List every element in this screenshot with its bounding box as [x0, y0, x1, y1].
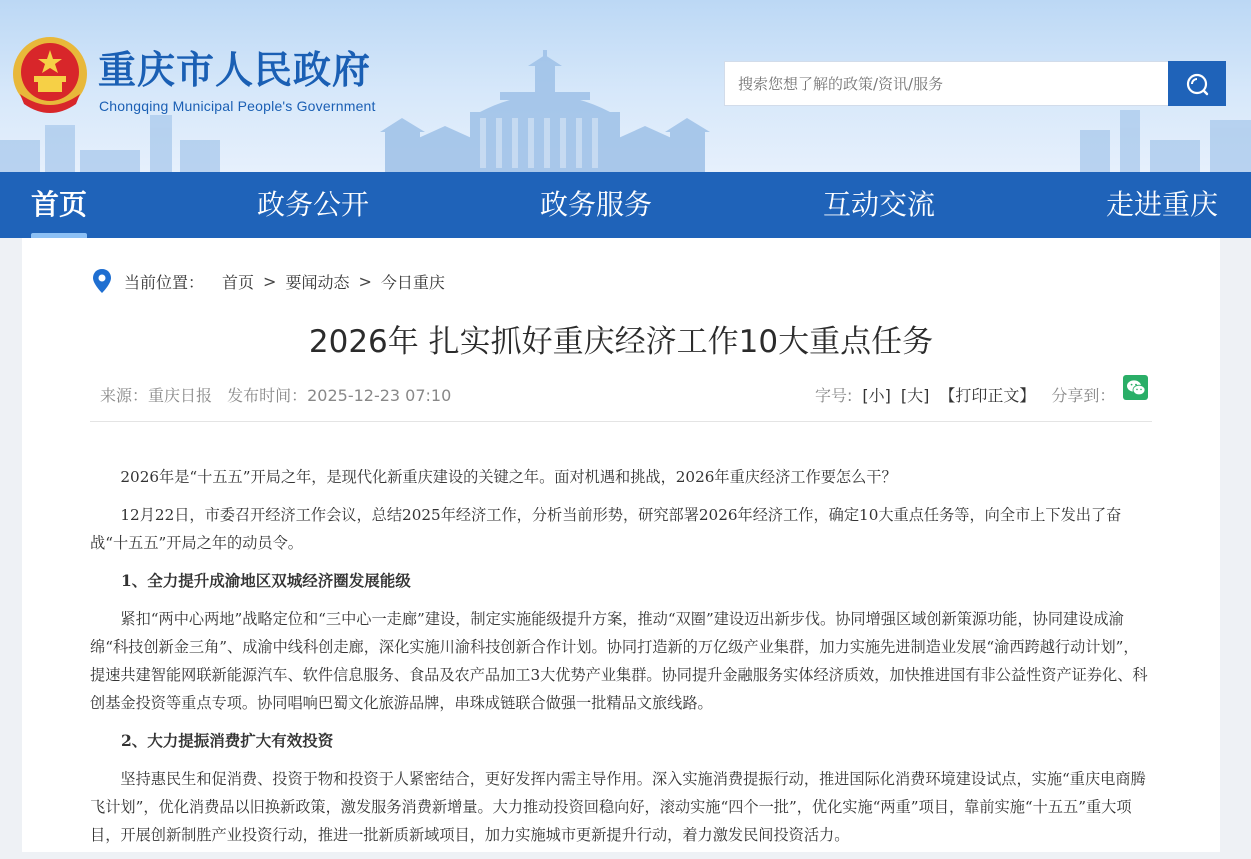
location-pin-icon — [92, 268, 112, 294]
search-icon — [1184, 71, 1210, 97]
site-subtitle: Chongqing Municipal People's Government — [99, 98, 376, 114]
breadcrumb-separator: > — [263, 271, 277, 291]
wechat-icon[interactable] — [1123, 375, 1148, 400]
breadcrumb — [92, 268, 445, 294]
article-body — [90, 463, 1150, 859]
site-header — [0, 0, 1251, 172]
article-publish-time: 发布时间：2025-12-23 07:10 — [227, 386, 452, 405]
nav-item-interaction[interactable]: 互动交流 — [823, 188, 936, 221]
main-nav — [0, 172, 1251, 238]
share-label: 分享到： — [1051, 386, 1116, 405]
article-tools — [815, 383, 1115, 406]
font-small-button[interactable]: [小] — [862, 386, 891, 405]
nav-item-government-affairs[interactable]: 政务公开 — [257, 188, 370, 221]
breadcrumb-separator: > — [358, 271, 372, 291]
article-paragraph: 坚持惠民生和促消费、投资于物和投资于人紧密结合，更好发挥内需主导作用。深入实施消费提振行动，推进国际化消费环境建设试点，实施“重庆电商腾飞计划”，优化消费品以旧换新政策，激发服务消费新增量。大力推动投资回稳向好，滚动实施“四个一批”，优化实施“两重”项目，靠前实施“十五五”重大项目，开展创新制胜产业投资行动，推进一批新质新域项目，加力实施城市更新提升行动，着力激发民间投资活力。 — [90, 770, 1146, 844]
meta-divider — [90, 421, 1152, 422]
breadcrumb-label: 当前位置： — [124, 272, 205, 292]
breadcrumb-link-news[interactable]: 要闻动态 — [285, 272, 350, 292]
article-section-heading: 1、全力提升成渝地区双城经济圈发展能级 — [121, 571, 411, 590]
font-size-label: 字号: — [815, 386, 853, 405]
breadcrumb-link-home[interactable]: 首页 — [222, 272, 255, 292]
article-source: 来源：重庆日报 — [100, 386, 213, 405]
breadcrumb-link-today-chongqing[interactable]: 今日重庆 — [380, 272, 445, 292]
site-title[interactable]: 重庆市人民政府 — [98, 47, 372, 92]
article-paragraph: 2026年是“十五五”开局之年，是现代化新重庆建设的关键之年。面对机遇和挑战，2026年重庆经济工作要怎么干？ — [120, 468, 897, 486]
article-meta — [100, 383, 461, 406]
nav-item-government-services[interactable]: 政务服务 — [540, 188, 653, 221]
article-paragraph: 紧扣“两中心两地”战略定位和“三中心一走廊”建设，制定实施能级提升方案，推动“双圈”建设迈出新步伐。协同增强区域创新策源功能，协同建设成渝绵“科技创新金三角”、成渝中线科创走廊，深化实施川渝科技创新合作计划。协同打造新的万亿级产业集群，加力实施先进制造业发展“渝西跨越行动计划”，提速共建智能网联新能源汽车、软件信息服务、食品及农产品加工3大优势产业集群。协同提升金融服务实体经济质效，加快推进国有非公益性资产证券化、科创基金投资等重点专项。协同唱响巴蜀文化旅游品牌，串珠成链联合做强一批精品文旅线路。 — [90, 610, 1148, 712]
nav-item-home[interactable]: 首页 — [31, 188, 88, 221]
font-large-button[interactable]: [大] — [900, 386, 930, 405]
national-emblem-icon — [10, 34, 90, 114]
article-container — [22, 238, 1220, 852]
article-paragraph: 12月22日，市委召开经济工作会议，总结2025年经济工作，分析当前形势，研究部署2026年经济工作，确定10大重点任务等，向全市上下发出了奋战“十五五”开局之年的动员令。 — [90, 506, 1122, 552]
article-section-heading: 2、大力提振消费扩大有效投资 — [121, 731, 334, 750]
search-box — [724, 61, 1226, 106]
search-button[interactable] — [1168, 61, 1226, 106]
article-title: 2026年 扎实抓好重庆经济工作10大重点任务 — [308, 324, 934, 360]
search-input[interactable] — [725, 62, 1169, 105]
nav-item-about-chongqing[interactable]: 走进重庆 — [1106, 188, 1219, 221]
print-button[interactable]: 【打印正文】 — [939, 386, 1036, 405]
